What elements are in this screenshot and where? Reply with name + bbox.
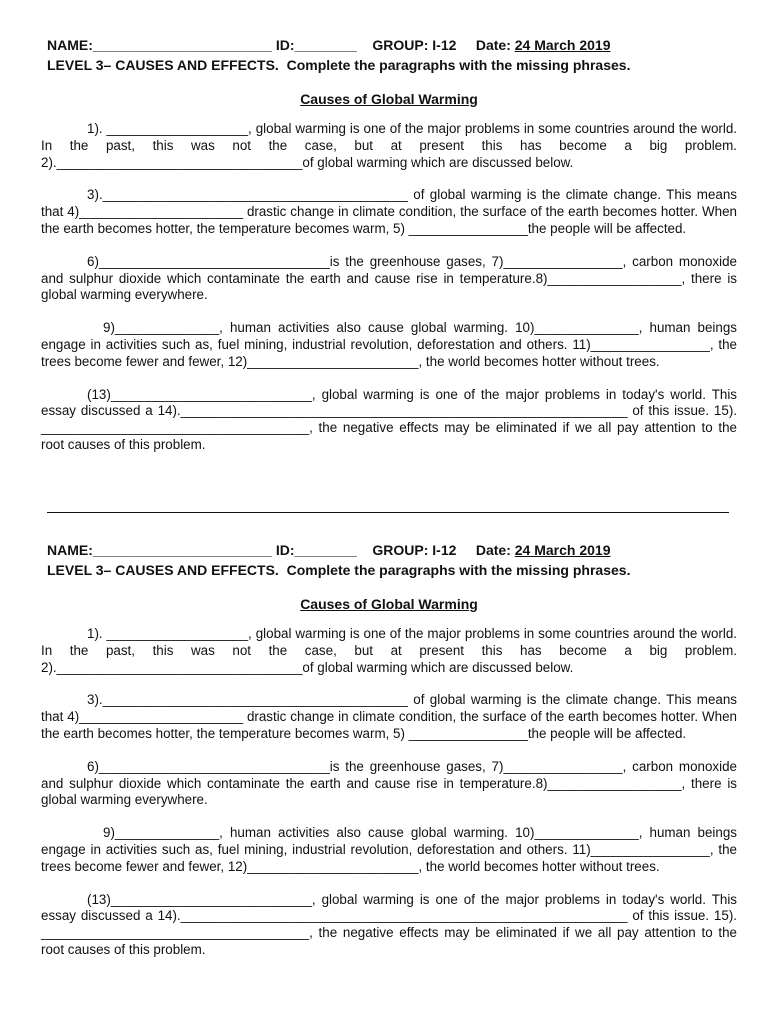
worksheet-1 bbox=[41, 36, 737, 454]
worksheet-title: Causes of Global Warming bbox=[300, 91, 478, 107]
id-field: ID:________ bbox=[275, 542, 357, 558]
worksheet-title: Causes of Global Warming bbox=[300, 596, 478, 612]
paragraph-4: 9)______________, human activities also cause global warming. 10)______________, human beings engage in activities such as, fuel mining, industrial revolution, deforestation and others. 11)________________, the trees become fewer and fewer, 12)_______________________, the world becomes hotter without trees. bbox=[41, 825, 737, 874]
date-value: 24 March 2019 bbox=[514, 542, 611, 558]
paragraph-1: 1). ___________________, global warming is one of the major problems in some countries around the world. In the past, this was not the case, but at present this has become a big problem. 2)._________________________________of global warming which are discussed below. bbox=[41, 121, 737, 170]
date-label: Date: bbox=[475, 37, 511, 53]
paragraph-2: 3)._________________________________________ of global warming is the climate change. This means that 4)______________________ drastic change in climate condition, the surface of the earth becomes hotter. When the earth becomes hotter, the temperature becomes warm, 5) ________________the people will be affected. bbox=[41, 692, 737, 741]
header-line bbox=[41, 541, 737, 559]
group-label: GROUP: I-12 bbox=[372, 542, 457, 558]
paragraph-2: 3)._________________________________________ of global warming is the climate change. This means that 4)______________________ drastic change in climate condition, the surface of the earth becomes hotter. When the earth becomes hotter, the temperature becomes warm, 5) ________________the people will be affected. bbox=[41, 187, 737, 236]
name-field: NAME:_______________________ bbox=[47, 37, 272, 53]
instruction: LEVEL 3– CAUSES AND EFFECTS. Complete the paragraphs with the missing phrases. bbox=[47, 57, 631, 73]
date-label: Date: bbox=[475, 542, 511, 558]
group-label: GROUP: I-12 bbox=[372, 37, 457, 53]
paragraph-3: 6)_______________________________is the greenhouse gases, 7)________________, carbon monoxide and sulphur dioxide which contaminate the earth and cause rise in temperature.8)__________________, there is global warming everywhere. bbox=[41, 253, 737, 303]
worksheet-2 bbox=[41, 541, 737, 959]
name-field: NAME:_______________________ bbox=[47, 542, 272, 558]
paragraph-1: 1). ___________________, global warming is one of the major problems in some countries around the world. In the past, this was not the case, but at present this has become a big problem. 2)._________________________________of global warming which are discussed below. bbox=[41, 626, 737, 675]
paragraph-3: 6)_______________________________is the greenhouse gases, 7)________________, carbon monoxide and sulphur dioxide which contaminate the earth and cause rise in temperature.8)__________________, there is global warming everywhere. bbox=[41, 758, 737, 808]
cut-line-divider bbox=[47, 512, 729, 513]
header-line bbox=[41, 36, 737, 54]
paragraph-4: 9)______________, human activities also cause global warming. 10)______________, human beings engage in activities such as, fuel mining, industrial revolution, deforestation and others. 11)________________, the trees become fewer and fewer, 12)_______________________, the world becomes hotter without trees. bbox=[41, 320, 737, 369]
instruction: LEVEL 3– CAUSES AND EFFECTS. Complete the paragraphs with the missing phrases. bbox=[47, 562, 631, 578]
paragraph-5: (13)___________________________, global warming is one of the major problems in today's world. This essay discussed a 14).____________________________________________________________ of this issue. 15). ____________________________________, the negative effects may be eliminated if we all pay attention to the root causes of this problem. bbox=[41, 386, 737, 452]
paragraph-5: (13)___________________________, global warming is one of the major problems in today's world. This essay discussed a 14).____________________________________________________________ of this issue. 15). ____________________________________, the negative effects may be eliminated if we all pay attention to the root causes of this problem. bbox=[41, 891, 737, 957]
id-field: ID:________ bbox=[275, 37, 357, 53]
date-value: 24 March 2019 bbox=[514, 37, 611, 53]
